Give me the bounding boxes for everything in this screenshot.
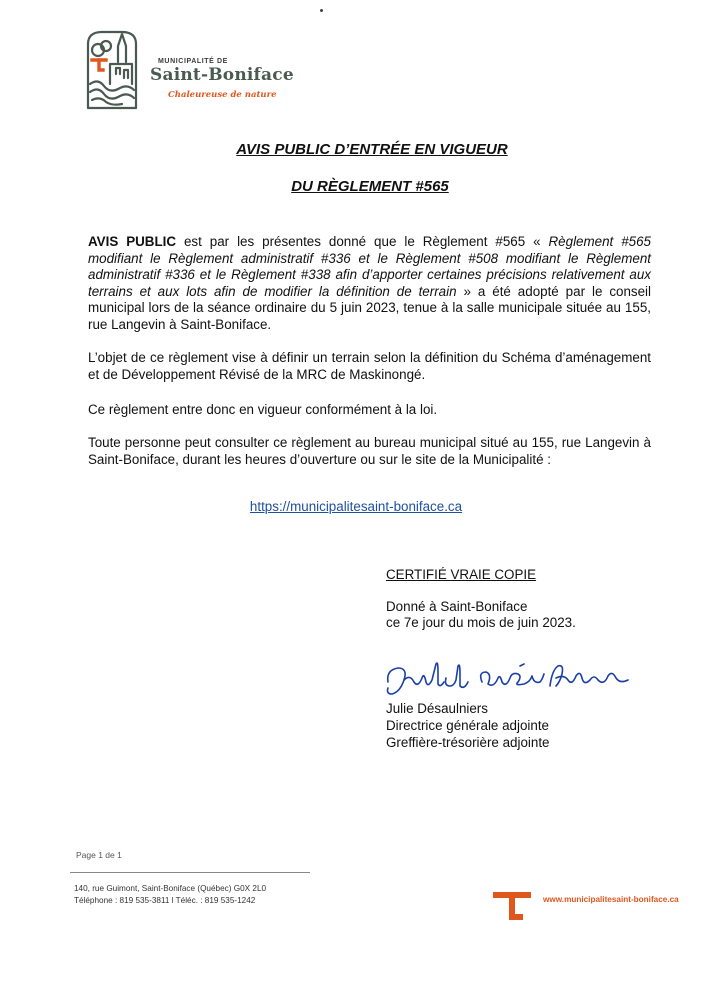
notice-text-2: » a été adopté par le conseil municipal lors de la séance ordinaire du 5 juin 2023, tenue à la salle municipale située au 155, rue Langevin à Saint-Boniface. (88, 283, 652, 332)
logo-name: Saint-Boniface (150, 65, 294, 85)
footer-phone: Téléphone : 819 535-3811 l Téléc. : 819 535-1242 (74, 896, 256, 905)
notice-paragraph-4: Toute personne peut consulter ce règlement au bureau municipal situé au 155, rue Langevin à Saint-Boniface, durant les heures d’ouverture ou sur le site de la Municipalité : (88, 435, 651, 467)
notice-paragraph-2: L’objet de ce règlement vise à définir un terrain selon la définition du Schéma d’aménagement et de Développement Révisé de la MRC de Maskinongé. (88, 350, 651, 382)
signatory-name: Julie Désaulniers (386, 701, 488, 716)
given-date-line: ce 7e jour du mois de juin 2023. (386, 615, 576, 630)
given-at-line: Donné à Saint-Boniface (386, 599, 528, 614)
notice-text-1: est par les présentes donné que le Règlement #565 « (176, 234, 549, 249)
brand-mark-icon (492, 887, 532, 931)
scan-dot (320, 9, 323, 12)
notice-subtitle: DU RÈGLEMENT #565 (291, 178, 449, 195)
handwritten-signature (384, 652, 634, 700)
signatory-title-2: Greffière-trésorière adjointe (386, 735, 550, 750)
certified-copy-label: CERTIFIÉ VRAIE COPIE (386, 567, 537, 582)
municipality-website-link[interactable]: https://municipalitesaint-boniface.ca (249, 499, 463, 514)
notice-title: AVIS PUBLIC D’ENTRÉE EN VIGUEUR (236, 141, 508, 158)
notice-lead: AVIS PUBLIC (88, 234, 177, 249)
notice-paragraph-1 (88, 234, 651, 333)
logo-municipality-label: MUNICIPALITÉ DE (158, 58, 228, 65)
footer-contact (74, 883, 266, 907)
footer-address: 140, rue Guimont, Saint-Boniface (Québec) G0X 2L0 (74, 884, 267, 893)
logo-tagline: Chaleureuse de nature (168, 90, 277, 100)
municipality-logo-icon (80, 26, 144, 114)
page-number: Page 1 de 1 (76, 850, 122, 860)
footer-divider (70, 872, 310, 873)
bylaw-title: Règlement #565 modifiant le Règlement administratif #336 et le Règlement #508 modifiant le Règlement administratif #336 et le Règlement #338 afin d’apporter certaines précisions relativement aux terrains et aux lots afin de modifier la définition de terrain (88, 234, 651, 299)
signatory-title-1: Directrice générale adjointe (386, 718, 550, 733)
signatory-block (386, 700, 550, 751)
notice-paragraph-3: Ce règlement entre donc en vigueur conformément à la loi. (88, 402, 438, 417)
footer-website[interactable]: www.municipalitesaint-boniface.ca (543, 895, 679, 904)
